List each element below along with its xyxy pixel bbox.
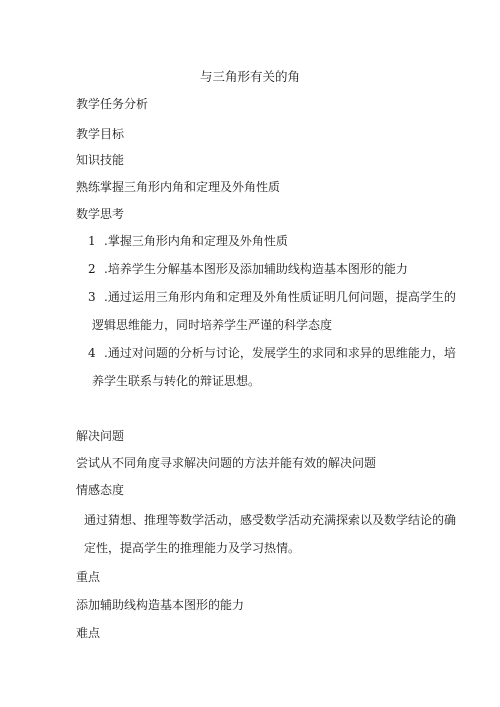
item-number: 3	[88, 290, 96, 304]
thinking-item-4-cont: 养学生联系与转化的辩证思想。	[92, 374, 261, 388]
problem-solving-text: 尝试从不同角度寻求解决问题的方法并能有效的解决问题	[76, 456, 377, 470]
item-text: .培养学生分解基本图形及添加辅助线构造基本图形的能力	[104, 262, 408, 276]
thinking-item-3	[88, 290, 456, 304]
thinking-item-3-cont: 逻辑思维能力，同时培养学生严谨的科学态度	[92, 318, 333, 332]
item-number: 4	[88, 346, 96, 360]
heading-task-analysis: 教学任务分析	[76, 97, 149, 111]
heading-key-point: 重点	[76, 570, 101, 584]
page-title: 与三角形有关的角	[199, 69, 300, 84]
emotion-text-line2: 定性，提高学生的推理能力及学习热情。	[84, 541, 301, 555]
heading-teaching-goal: 教学目标	[76, 127, 125, 141]
heading-math-thinking: 数学思考	[76, 207, 125, 221]
emotion-text-line1: 通过猜想、推理等数学活动，感受数学活动充满探索以及数学结论的确	[84, 513, 457, 527]
heading-problem-solving: 解决问题	[76, 429, 125, 443]
item-text: .掌握三角形内角和定理及外角性质	[104, 234, 288, 248]
heading-emotion-attitude: 情感态度	[76, 483, 125, 497]
item-number: 1	[88, 234, 96, 248]
heading-difficulty: 难点	[76, 626, 101, 640]
thinking-item-1	[88, 234, 288, 248]
heading-knowledge-skill: 知识技能	[76, 153, 125, 167]
item-text: .通过运用三角形内角和定理及外角性质证明几何问题，提高学生的	[104, 290, 456, 304]
item-number: 2	[88, 262, 96, 276]
key-point-text: 添加辅助线构造基本图形的能力	[76, 598, 245, 612]
knowledge-skill-text: 熟练掌握三角形内角和定理及外角性质	[76, 180, 281, 194]
item-text: .通过对问题的分析与讨论，发展学生的求同和求异的思维能力，培	[104, 346, 456, 360]
thinking-item-4	[88, 346, 456, 360]
thinking-item-2	[88, 262, 408, 276]
